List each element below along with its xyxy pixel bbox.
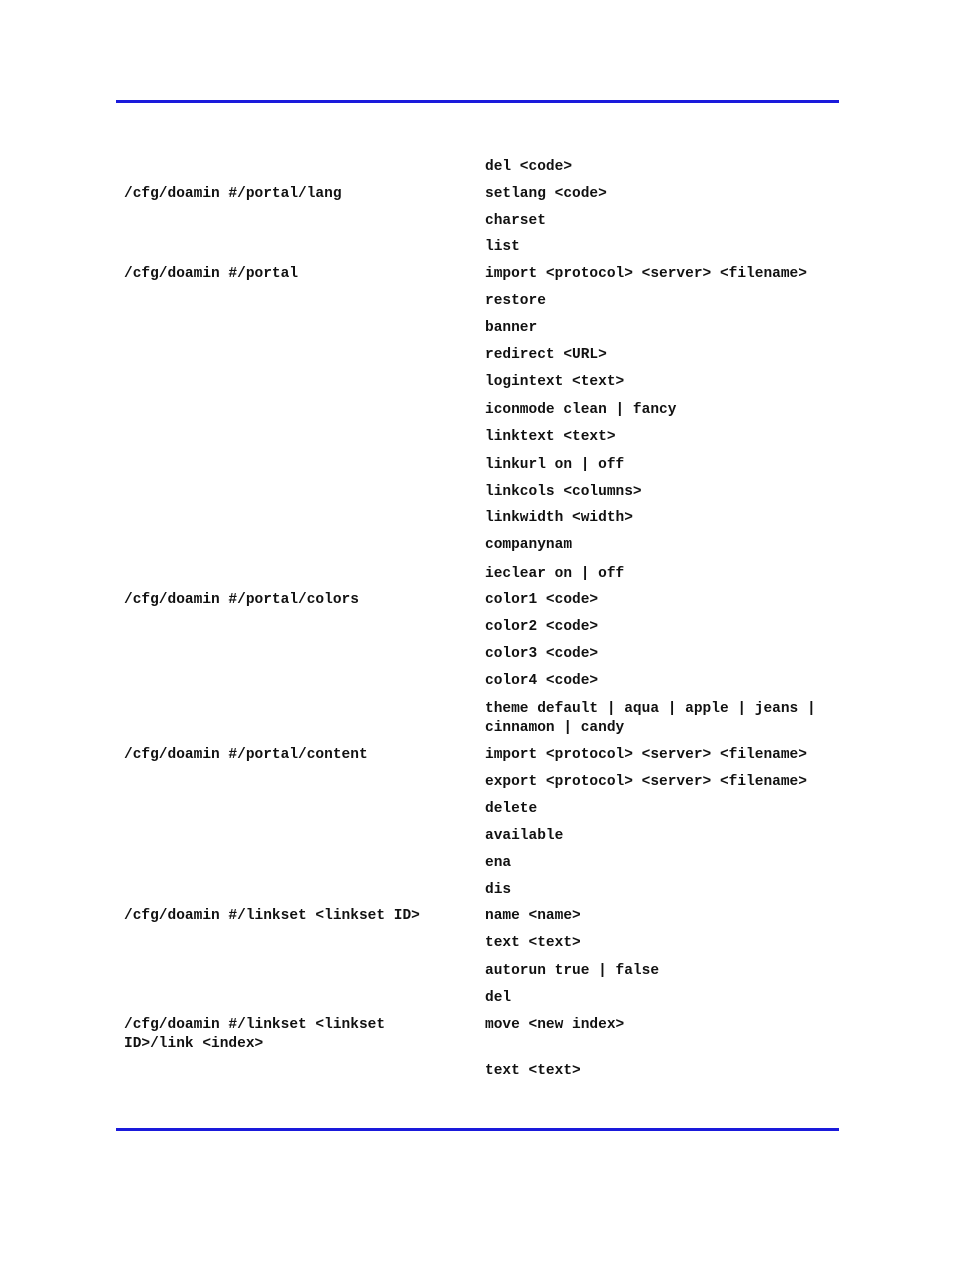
- command-syntax: autorun true | false: [485, 963, 660, 979]
- command-syntax: delete: [485, 801, 538, 817]
- command-syntax: ena: [485, 855, 512, 871]
- command-syntax: text <text>: [485, 935, 581, 951]
- header-rule: [116, 100, 839, 103]
- footer-rule: [116, 1128, 839, 1131]
- command-syntax: logintext <text>: [485, 374, 625, 390]
- command-syntax: linkwidth <width>: [485, 510, 633, 526]
- command-syntax: list: [485, 239, 520, 255]
- command-syntax: color3 <code>: [485, 646, 599, 662]
- command-syntax: color4 <code>: [485, 673, 599, 689]
- command-syntax: linktext <text>: [485, 429, 616, 445]
- command-syntax: del <code>: [485, 159, 573, 175]
- command-syntax: text <text>: [485, 1063, 581, 1079]
- command-path: /cfg/doamin #/linkset <linkset ID>/link <index>: [124, 1017, 386, 1052]
- command-syntax: del: [485, 990, 512, 1006]
- command-path: /cfg/doamin #/portal: [124, 266, 299, 282]
- command-syntax: companynam: [485, 537, 573, 553]
- command-syntax: theme default | aqua | apple | jeans | cinnamon | candy: [485, 701, 816, 736]
- command-path: /cfg/doamin #/portal/content: [124, 747, 368, 763]
- command-syntax: export <protocol> <server> <filename>: [485, 774, 807, 790]
- command-syntax: banner: [485, 320, 538, 336]
- command-path: /cfg/doamin #/portal/colors: [124, 592, 359, 608]
- command-syntax: iconmode clean | fancy: [485, 402, 677, 418]
- command-path: /cfg/doamin #/linkset <linkset ID>: [124, 908, 420, 924]
- command-syntax: linkcols <columns>: [485, 484, 642, 500]
- command-syntax: name <name>: [485, 908, 581, 924]
- command-syntax: charset: [485, 213, 546, 229]
- command-syntax: move <new index>: [485, 1017, 625, 1033]
- command-syntax: ieclear on | off: [485, 566, 625, 582]
- command-syntax: dis: [485, 882, 512, 898]
- command-path: /cfg/doamin #/portal/lang: [124, 186, 342, 202]
- command-syntax: color1 <code>: [485, 592, 599, 608]
- command-syntax: import <protocol> <server> <filename>: [485, 266, 807, 282]
- command-syntax: setlang <code>: [485, 186, 607, 202]
- command-syntax: import <protocol> <server> <filename>: [485, 747, 807, 763]
- command-syntax: linkurl on | off: [485, 457, 625, 473]
- command-syntax: color2 <code>: [485, 619, 599, 635]
- command-syntax: redirect <URL>: [485, 347, 607, 363]
- command-syntax: restore: [485, 293, 546, 309]
- command-syntax: available: [485, 828, 564, 844]
